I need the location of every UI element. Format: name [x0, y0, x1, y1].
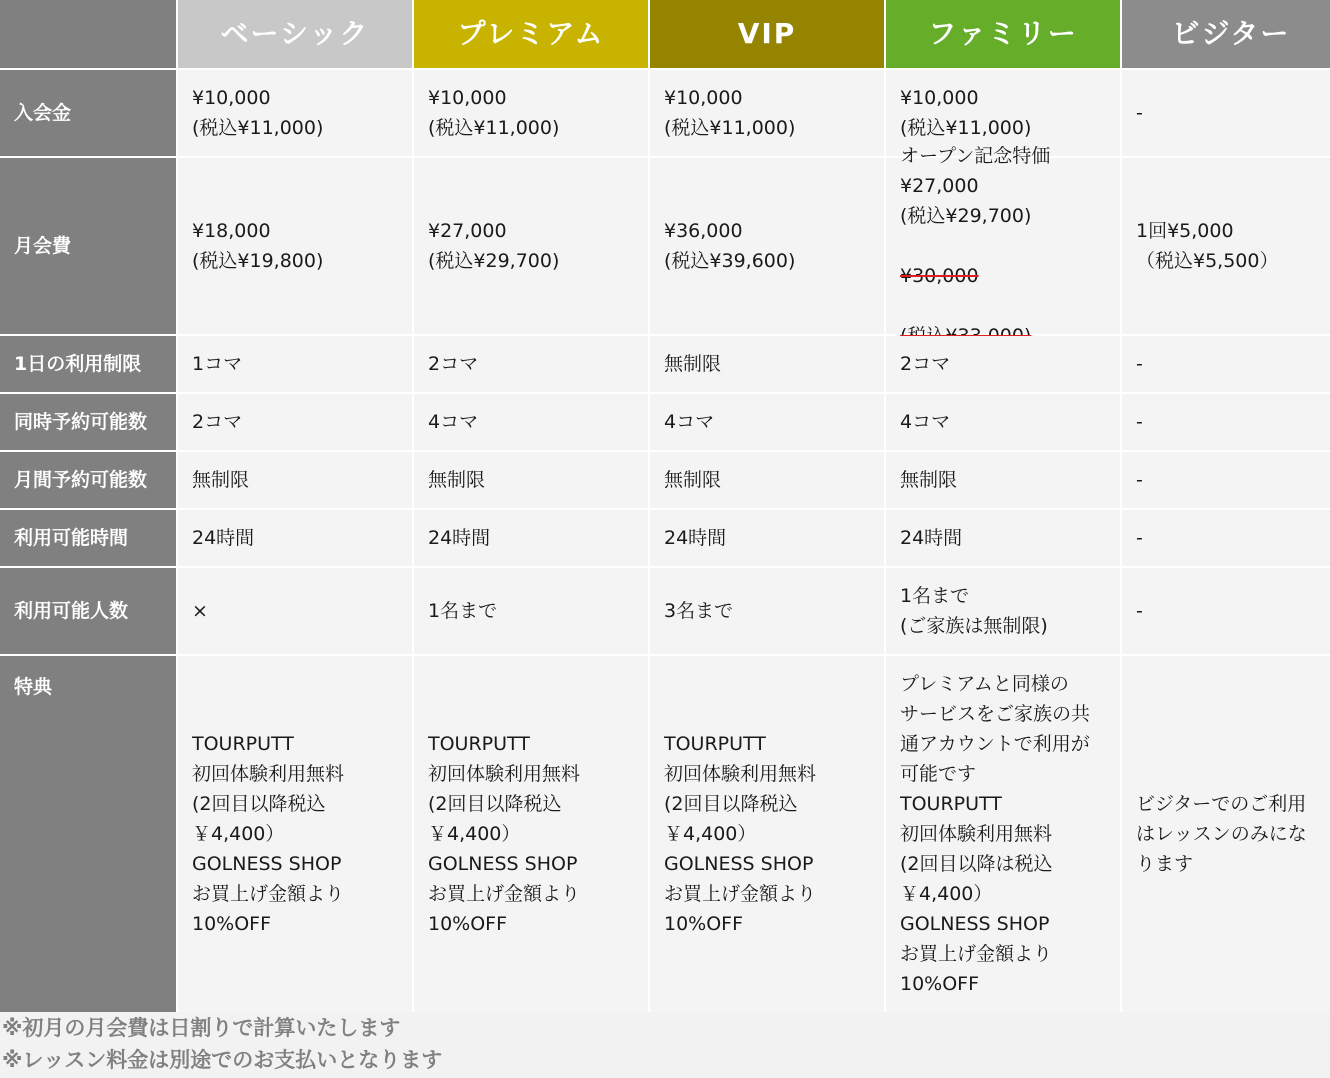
plan-header-vip: VIP [650, 0, 884, 68]
benefits-visitor: ビジターでのご利用 はレッスンのみにな ります [1122, 656, 1330, 1012]
row-header-hours: 利用可能時間 [0, 510, 176, 566]
hours-basic: 24時間 [178, 510, 412, 566]
monthly-reserve-vip: 無制限 [650, 452, 884, 508]
benefits-basic: TOURPUTT 初回体験利用無料 (2回目以降税込 ￥4,400） GOLNESS SHOP お買上げ金額より 10%OFF [178, 656, 412, 1012]
entry-fee-visitor: - [1122, 70, 1330, 156]
concurrent-family: 4コマ [886, 394, 1120, 450]
monthly-reserve-basic: 無制限 [178, 452, 412, 508]
entry-fee-premium: ¥10,000 (税込¥11,000) [414, 70, 648, 156]
row-header-daily-limit: 1日の利用制限 [0, 336, 176, 392]
plan-header-premium: プレミアム [414, 0, 648, 68]
monthly-fee-family [886, 145, 1120, 334]
monthly-reserve-visitor: - [1122, 452, 1330, 508]
plan-header-visitor: ビジター [1122, 0, 1330, 68]
people-family: 1名まで (ご家族は無制限) [886, 568, 1120, 654]
benefits-vip: TOURPUTT 初回体験利用無料 (2回目以降税込 ￥4,400） GOLNESS SHOP お買上げ金額より 10%OFF [650, 656, 884, 1012]
concurrent-basic: 2コマ [178, 394, 412, 450]
monthly-reserve-family: 無制限 [886, 452, 1120, 508]
hours-vip: 24時間 [650, 510, 884, 566]
row-header-concurrent: 同時予約可能数 [0, 394, 176, 450]
entry-fee-family: ¥10,000 (税込¥11,000) [886, 70, 1120, 156]
hours-family: 24時間 [886, 510, 1120, 566]
daily-limit-basic: 1コマ [178, 336, 412, 392]
concurrent-premium: 4コマ [414, 394, 648, 450]
entry-fee-vip: ¥10,000 (税込¥11,000) [650, 70, 884, 156]
people-vip: 3名まで [650, 568, 884, 654]
hours-visitor: - [1122, 510, 1330, 566]
footnote-lesson-fee: ※レッスン料金は別途でのお支払いとなります [2, 1048, 443, 1072]
hours-premium: 24時間 [414, 510, 648, 566]
row-header-people: 利用可能人数 [0, 568, 176, 654]
footnotes [0, 1012, 1330, 1076]
plan-header-basic: ベーシック [178, 0, 412, 68]
concurrent-visitor: - [1122, 394, 1330, 450]
family-old-price: ¥30,000 [900, 265, 979, 287]
monthly-fee-premium: ¥27,000 (税込¥29,700) [414, 158, 648, 334]
people-premium: 1名まで [414, 568, 648, 654]
daily-limit-family: 2コマ [886, 336, 1120, 392]
monthly-reserve-premium: 無制限 [414, 452, 648, 508]
benefits-family: プレミアムと同様の サービスをご家族の共 通アカウントで利用が 可能です TOURPUTT 初回体験利用無料 (2回目以降は税込 ￥4,400） GOLNESS SHOP お買上げ金額より 10%OFF [886, 656, 1120, 1012]
plan-header-family: ファミリー [886, 0, 1120, 68]
benefits-premium: TOURPUTT 初回体験利用無料 (2回目以降税込 ￥4,400） GOLNESS SHOP お買上げ金額より 10%OFF [414, 656, 648, 1012]
entry-fee-basic: ¥10,000 (税込¥11,000) [178, 70, 412, 156]
row-header-entry-fee: 入会金 [0, 70, 176, 156]
people-visitor: - [1122, 568, 1330, 654]
row-header-monthly-fee: 月会費 [0, 158, 176, 334]
monthly-fee-visitor: 1回¥5,000 （税込¥5,500） [1122, 158, 1330, 334]
monthly-fee-basic: ¥18,000 (税込¥19,800) [178, 158, 412, 334]
row-header-benefits: 特典 [0, 656, 176, 1012]
row-header-monthly-reserve: 月間予約可能数 [0, 452, 176, 508]
daily-limit-vip: 無制限 [650, 336, 884, 392]
family-promo-price: オープン記念特価 ¥27,000 (税込¥29,700) [900, 145, 1051, 227]
daily-limit-premium: 2コマ [414, 336, 648, 392]
footnote-prorated: ※初月の月会費は日割りで計算いたします [2, 1016, 401, 1040]
people-basic: × [178, 568, 412, 654]
daily-limit-visitor: - [1122, 336, 1330, 392]
table-corner [0, 0, 176, 68]
concurrent-vip: 4コマ [650, 394, 884, 450]
monthly-fee-vip: ¥36,000 (税込¥39,600) [650, 158, 884, 334]
